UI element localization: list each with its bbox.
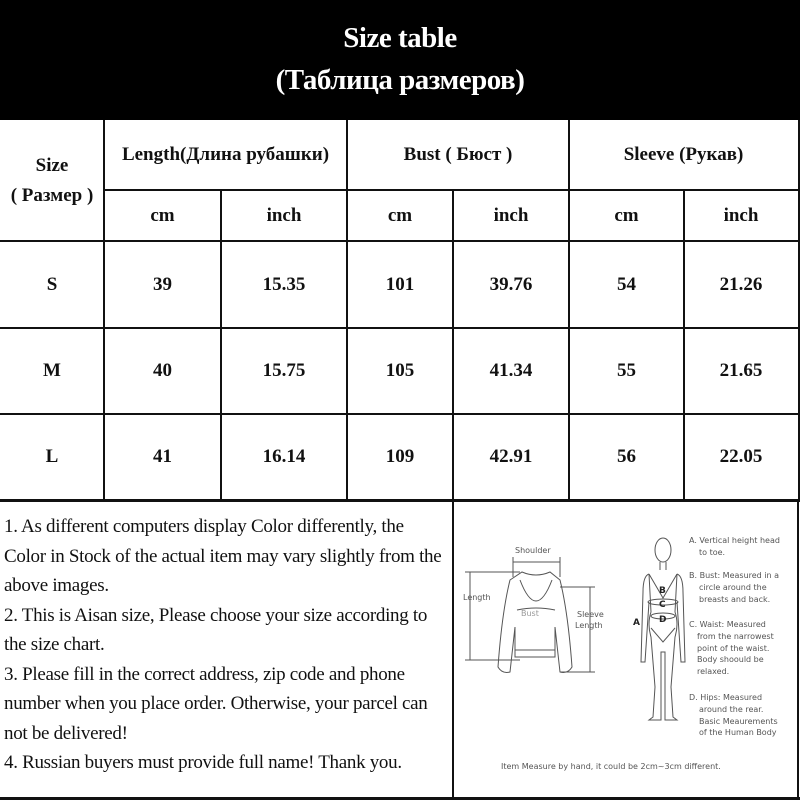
section-divider	[452, 500, 454, 798]
row-size-s: S	[46, 273, 58, 295]
label-sleeve-1: Sleeve	[577, 610, 604, 619]
measure-footnote: Item Measure by hand, it could be 2cm~3cm different.	[501, 762, 721, 771]
cell-m-length-inch: 15.75	[262, 360, 306, 382]
marker-c: C	[659, 600, 666, 610]
label-length: Length	[463, 593, 491, 602]
grid-line	[104, 189, 798, 191]
cell-l-bust-inch: 42.91	[489, 446, 533, 468]
note-item: 3. Please fill in the correct address, zip code and phone number when you place order. Otherwise, your parcel can not be delivered!	[4, 663, 428, 744]
grid-line	[220, 190, 222, 500]
cell-s-length-inch: 15.35	[262, 273, 306, 295]
cell-m-sleeve-inch: 21.65	[719, 360, 763, 382]
grid-line	[103, 120, 105, 500]
note-item: 4. Russian buyers must provide full name! Thank you.	[4, 752, 402, 773]
legend-d: D. Hips: Measured around the rear. Basic Meaurements of the Human Body	[689, 693, 778, 738]
cell-s-bust-inch: 39.76	[489, 273, 533, 295]
row-size-l: L	[45, 446, 59, 468]
group-header-bust: Bust ( Бюст )	[403, 144, 513, 166]
unit-header-bust-cm: cm	[387, 204, 413, 226]
label-sleeve-2: Length	[575, 621, 603, 630]
grid-line	[0, 413, 800, 415]
unit-header-bust-inch: inch	[493, 204, 529, 226]
grid-line	[346, 120, 348, 500]
size-header-en: Size	[35, 155, 69, 177]
size-header-ru: ( Размер )	[10, 184, 94, 206]
page-title: Size table	[343, 22, 457, 54]
unit-header-length-inch: inch	[266, 204, 302, 226]
marker-d: D	[659, 615, 667, 625]
legend-a: A. Vertical height head to toe.	[689, 536, 780, 557]
notes-list	[4, 512, 449, 778]
cell-l-length-cm: 41	[153, 446, 172, 468]
unit-header-sleeve-cm: cm	[614, 204, 639, 226]
cell-l-length-inch: 16.14	[262, 446, 306, 468]
measurement-diagram	[455, 502, 798, 797]
cell-m-bust-cm: 105	[385, 360, 415, 382]
marker-a: A	[633, 618, 640, 628]
row-size-m: M	[43, 360, 61, 382]
cell-m-length-cm: 40	[153, 360, 172, 382]
label-shoulder: Shoulder	[515, 546, 551, 555]
title-banner	[0, 0, 800, 120]
sweater-measure-icon	[460, 532, 630, 702]
group-header-sleeve: Sleeve (Рукав)	[623, 144, 744, 166]
cell-l-sleeve-inch: 22.05	[719, 446, 763, 468]
grid-line	[0, 240, 800, 242]
cell-m-bust-inch: 41.34	[489, 360, 533, 382]
page-subtitle: (Таблица размеров)	[275, 64, 525, 96]
size-column-header	[0, 120, 104, 241]
cell-s-sleeve-inch: 21.26	[719, 273, 763, 295]
grid-line	[0, 327, 800, 329]
grid-line	[683, 190, 685, 500]
legend-c: C. Waist: Measured from the narrowest point of the waist. Body shoould be relaxed.	[689, 620, 774, 677]
cell-m-sleeve-cm: 55	[617, 360, 636, 382]
cell-l-sleeve-cm: 56	[617, 446, 636, 468]
note-item: 2. This is Aisan size, Please choose your size according to the size chart.	[4, 604, 428, 655]
grid-line	[452, 190, 454, 500]
marker-b: B	[659, 586, 666, 596]
grid-line	[568, 120, 570, 500]
body-figure-icon	[635, 532, 695, 742]
label-bust: Bust	[521, 609, 539, 618]
cell-s-length-cm: 39	[153, 273, 172, 295]
size-table	[0, 120, 800, 500]
legend-b: B. Bust: Measured in a circle around the breasts and back.	[689, 571, 780, 604]
unit-header-length-cm: cm	[150, 204, 175, 226]
cell-s-sleeve-cm: 54	[617, 273, 636, 295]
note-item: 1. As different computers display Color differently, the Color in Stock of the actual item may vary slightly from the above images.	[4, 516, 442, 596]
cell-l-bust-cm: 109	[385, 446, 415, 468]
unit-header-sleeve-inch: inch	[723, 204, 759, 226]
group-header-length: Length(Длина рубашки)	[121, 144, 330, 166]
cell-s-bust-cm: 101	[385, 273, 415, 295]
